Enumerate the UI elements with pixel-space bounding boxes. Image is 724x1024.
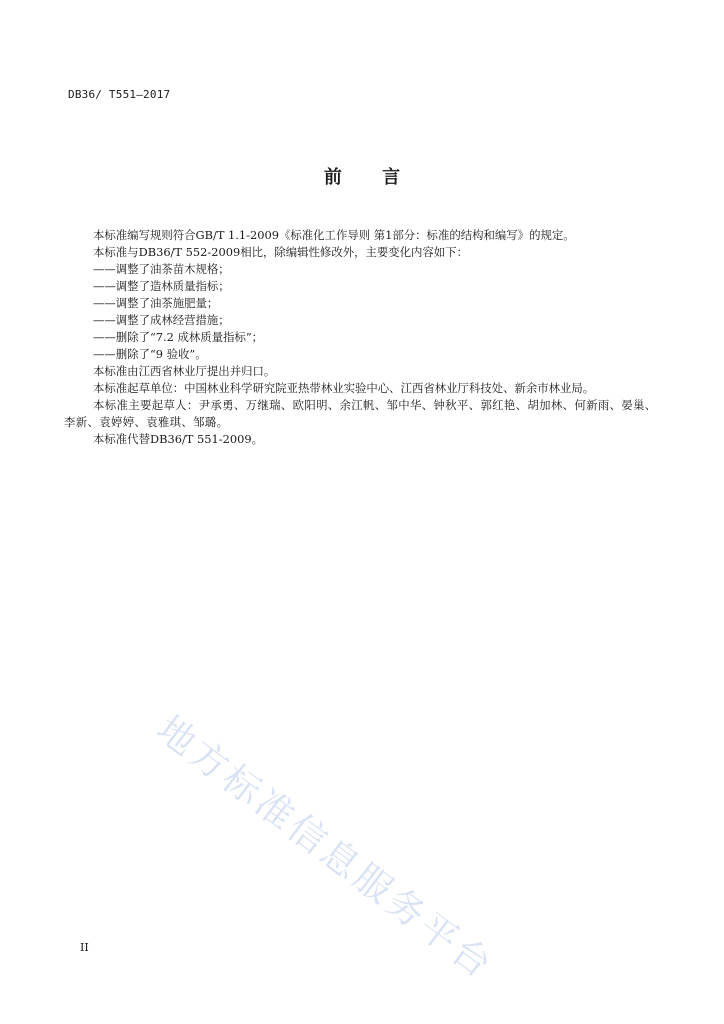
paragraph-replaces: 本标准代替DB36/T 551-2009。 [93, 432, 263, 446]
title-char-2: 言 [382, 167, 401, 188]
change-item: ——调整了油茶施肥量； [93, 296, 219, 310]
paragraph-compliance: 本标准编写规则符合GB/T 1.1-2009《标准化工作导则 第1部分：标准的结构和编写》的规定。 [93, 228, 575, 242]
paragraph-changes-intro: 本标准与DB36/T 552-2009相比，除编辑性修改外，主要变化内容如下： [93, 245, 469, 259]
change-item: ——调整了成林经营措施； [93, 313, 230, 327]
paragraph-drafters: 本标准主要起草人：尹承勇、万继瑞、欧阳明、余江帆、邹中华、钟秋平、郭红艳、胡加林、何新雨、晏巢、李新、袁婷婷、袁雅琪、邹璐。 [64, 398, 657, 429]
paragraph-proposer: 本标准由江西省林业厅提出并归口。 [93, 364, 276, 378]
watermark-text: 地方标准信息服务平台 [148, 707, 503, 989]
paragraph-drafting-units: 本标准起草单位：中国林业科学研究院亚热带林业实验中心、江西省林业厅科技处、新余市林业局。 [93, 381, 595, 395]
change-item: ——删除了“9 验收”。 [93, 347, 207, 361]
page-title [0, 163, 724, 189]
foreword-body [64, 227, 660, 448]
document-code: DB36/ T551—2017 [68, 88, 171, 101]
title-char-1: 前 [323, 167, 342, 188]
change-item: ——调整了造林质量指标； [93, 279, 230, 293]
change-item: ——调整了油茶苗木规格； [93, 262, 230, 276]
page-number: II [80, 941, 89, 954]
change-item: ——删除了“7.2 成林质量指标”； [93, 330, 264, 344]
